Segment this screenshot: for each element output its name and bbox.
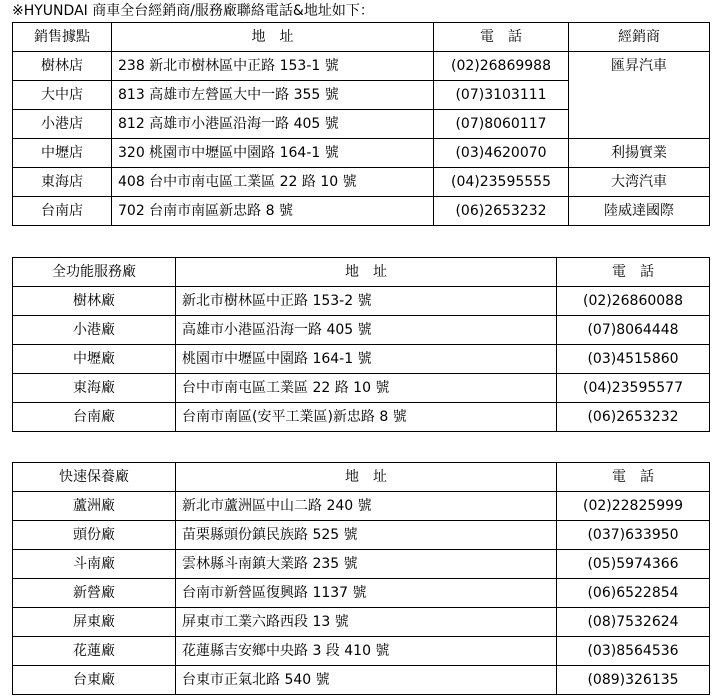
plant-name: 台東廠 [13,666,176,695]
plant-name: 中壢廠 [13,345,176,374]
address-cell: 台東市正氣北路 540 號 [176,666,557,695]
address-cell: 813 高雄市左營區大中一路 355 號 [112,81,434,110]
location-name: 小港店 [13,110,112,139]
col-header-quick: 快速保養廠 [13,463,176,492]
table-row [13,316,710,345]
address-cell: 雲林縣斗南鎮大業路 235 號 [176,550,557,579]
table-row [13,637,710,666]
phone-cell: (03)8564536 [557,637,710,666]
phone-cell: (03)4515860 [557,345,710,374]
table-row [13,521,710,550]
col-header-address: 地 址 [176,463,557,492]
address-cell: 320 桃園市中壢區中園路 164-1 號 [112,139,434,168]
plant-name: 樹林廠 [13,287,176,316]
col-header-address: 地 址 [112,23,434,52]
address-cell: 花蓮縣吉安鄉中央路 3 段 410 號 [176,637,557,666]
table-row [13,168,710,197]
dealer-cell: 匯昇汽車 [569,52,710,139]
address-cell: 238 新北市樹林區中正路 153-1 號 [112,52,434,81]
phone-cell: (06)2653232 [557,403,710,432]
address-cell: 屏東市工業六路西段 13 號 [176,608,557,637]
address-cell: 台中市南屯區工業區 22 路 10 號 [176,374,557,403]
dealer-cell: 大湾汽車 [569,168,710,197]
phone-cell: (08)7532624 [557,608,710,637]
table-row [13,608,710,637]
phone-cell: (037)633950 [557,521,710,550]
plant-name: 東海廠 [13,374,176,403]
dealer-cell: 利揚實業 [569,139,710,168]
table-row [13,287,710,316]
phone-cell: (05)5974366 [557,550,710,579]
service-table [12,257,710,432]
table-row [13,52,710,81]
plant-name: 蘆洲廠 [13,492,176,521]
location-name: 東海店 [13,168,112,197]
location-name: 樹林店 [13,52,112,81]
location-name: 台南店 [13,197,112,226]
address-cell: 桃園市中壢區中園路 164-1 號 [176,345,557,374]
phone-cell: (04)23595577 [557,374,710,403]
col-header-phone: 電 話 [557,463,710,492]
table-header-row [13,23,710,52]
table-row [13,579,710,608]
address-cell: 台南市南區(安平工業區)新忠路 8 號 [176,403,557,432]
phone-cell: (06)6522854 [557,579,710,608]
table-row [13,197,710,226]
plant-name: 屏東廠 [13,608,176,637]
dealer-table [12,22,710,226]
col-header-service: 全功能服務廠 [13,258,176,287]
quick-service-table [12,462,710,695]
table-row [13,550,710,579]
plant-name: 台南廠 [13,403,176,432]
col-header-location: 銷售據點 [13,23,112,52]
address-cell: 812 高雄市小港區沿海一路 405 號 [112,110,434,139]
phone-cell: (02)26869988 [434,52,569,81]
address-cell: 702 台南市南區新忠路 8 號 [112,197,434,226]
plant-name: 花蓮廠 [13,637,176,666]
phone-cell: (07)8060117 [434,110,569,139]
table-header-row [13,463,710,492]
table-row [13,403,710,432]
plant-name: 新營廠 [13,579,176,608]
col-header-address: 地 址 [176,258,557,287]
address-cell: 新北市樹林區中正路 153-2 號 [176,287,557,316]
plant-name: 斗南廠 [13,550,176,579]
table-row [13,492,710,521]
table-row [13,666,710,695]
plant-name: 小港廠 [13,316,176,345]
phone-cell: (06)2653232 [434,197,569,226]
dealer-cell: 陸威達國際 [569,197,710,226]
table-row [13,139,710,168]
address-cell: 台南市新營區復興路 1137 號 [176,579,557,608]
page-heading: ※HYUNDAI 商車全台經銷商/服務廠聯絡電話&地址如下： [12,3,374,19]
phone-cell: (03)4620070 [434,139,569,168]
address-cell: 苗栗縣頭份鎮民族路 525 號 [176,521,557,550]
col-header-phone: 電 話 [557,258,710,287]
phone-cell: (089)326135 [557,666,710,695]
plant-name: 頭份廠 [13,521,176,550]
col-header-dealer: 經銷商 [569,23,710,52]
table-header-row [13,258,710,287]
address-cell: 408 台中市南屯區工業區 22 路 10 號 [112,168,434,197]
phone-cell: (02)22825999 [557,492,710,521]
phone-cell: (07)3103111 [434,81,569,110]
phone-cell: (07)8064448 [557,316,710,345]
location-name: 大中店 [13,81,112,110]
col-header-phone: 電 話 [434,23,569,52]
location-name: 中壢店 [13,139,112,168]
address-cell: 高雄市小港區沿海一路 405 號 [176,316,557,345]
table-row [13,345,710,374]
phone-cell: (02)26860088 [557,287,710,316]
address-cell: 新北市蘆洲區中山二路 240 號 [176,492,557,521]
phone-cell: (04)23595555 [434,168,569,197]
table-row [13,374,710,403]
